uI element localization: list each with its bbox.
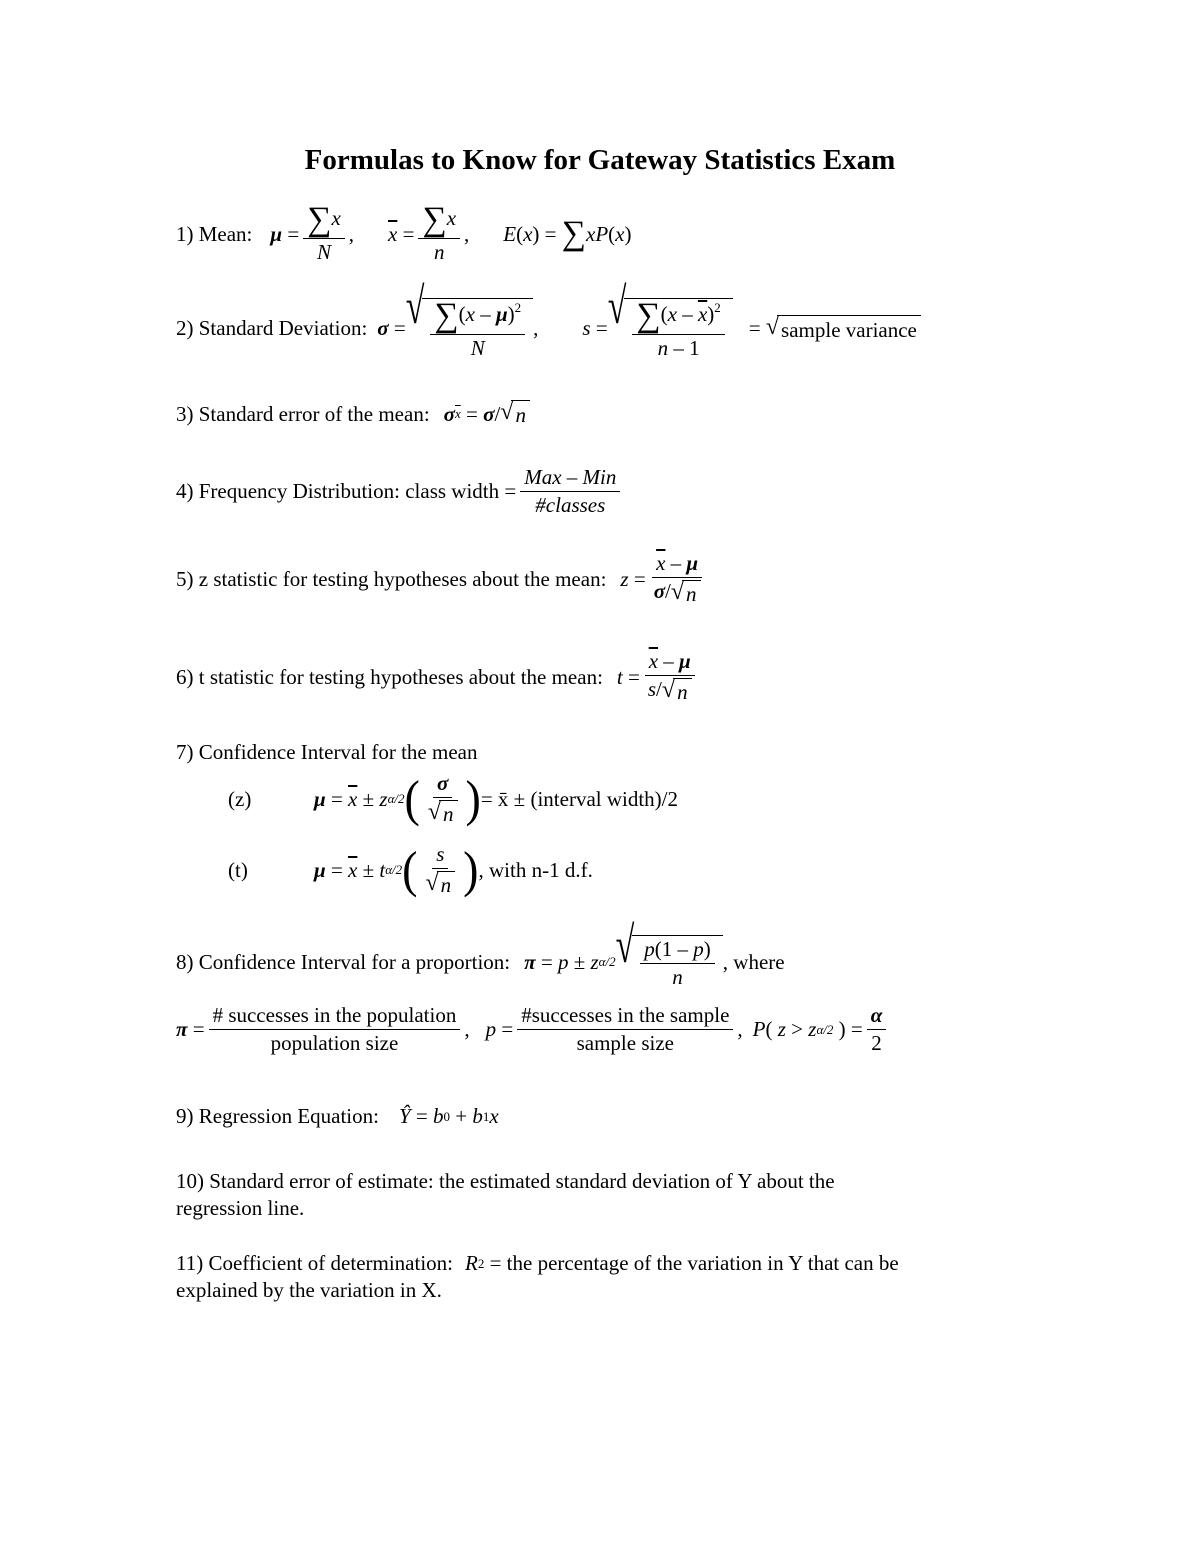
item-coefficient-determination-cont: explained by the variation in X. — [176, 1278, 442, 1302]
item-label: 4) Frequency Distribution: class width = — [176, 479, 517, 504]
formula-ci-proportion: 8) Confidence Interval for a proportion: π = p ± z α/2 √ $\frac{p(1 - p)}{n}$ , where — [176, 918, 785, 990]
formula-standard-deviation: 2) Standard Deviation: σ = √ $\frac{\sum(x - \mu)^2}{N}$ , s = √ $\frac{\sum(x - \overline{x})^2}{n - 1}$ = √ sample variance — [176, 298, 921, 360]
formula-t-statistic: 6) t statistic for testing hypotheses about the mean: t = $\overline{x}$ – μ s/ √ n — [176, 650, 700, 704]
item-coefficient-determination: 11) Coefficient of determination: R 2 = the percentage of the variation in Y that can be — [176, 1251, 899, 1275]
item-label: 1) Mean: — [176, 221, 253, 246]
formula-regression: 9) Regression Equation: Ŷ = b 0 + b 1 x — [176, 1104, 499, 1128]
formula-ci-t: (t) μ = $\overline{x}$ ± t α/2 ( s √ n ) , with n-1 d.f. — [228, 841, 593, 898]
formula-class-width — [176, 466, 624, 517]
item-label: 8) Confidence Interval for a proportion: — [176, 949, 511, 974]
item-label: 9) Regression Equation: — [176, 1104, 379, 1128]
where-text: , where — [722, 949, 785, 974]
item-standard-error-estimate-cont: regression line. — [176, 1196, 305, 1220]
formula-proportion-definitions: π = $\frac{\text{\# successes in the population}}{\text{population size}}$ , p = $\frac{\text{\#successes in the sample}}{\text{sample size}}$ , P ( z > z α/2 ) = $\frac{\alpha}{2}$ — [176, 1004, 890, 1055]
class-width-numerator: Max – Min — [520, 466, 620, 492]
item-label: 3) Standard error of the mean: — [176, 401, 430, 426]
page-title: Formulas to Know for Gateway Statistics Exam — [304, 144, 896, 176]
coefficient-tail: = the percentage of the variation in Y that can be — [489, 1251, 899, 1275]
formula-z-statistic: 5) z statistic for testing hypotheses about the mean: z = $\overline{x}$ – μ σ/ √ n — [176, 552, 709, 606]
formula-mean: 1) Mean: μ = $\frac{\sum x}{N}$ , $\overline{x}$ = $\frac{\sum x}{n}$ , E ( x ) = ∑ xP ( x ) — [176, 201, 632, 264]
ci-z-tag: (z) — [228, 786, 252, 811]
item-label: 11) Coefficient of determination: — [176, 1251, 453, 1275]
p-denominator: sample size — [576, 1031, 674, 1056]
item-standard-error-estimate: 10) Standard error of estimate: the estimated standard deviation of Y about the — [176, 1169, 835, 1193]
ci-mean-heading: 7) Confidence Interval for the mean — [176, 740, 478, 764]
class-width-denominator: #classes — [535, 493, 606, 518]
sample-variance-text: sample variance — [777, 315, 921, 343]
ci-t-tag: (t) — [228, 857, 248, 882]
item-label: 5) z statistic for testing hypotheses about the mean: — [176, 566, 607, 591]
item-label: 6) t statistic for testing hypotheses about the mean: — [176, 664, 603, 689]
pi-numerator: # successes in the population — [209, 1004, 461, 1030]
p-numerator: #successes in the sample — [517, 1004, 733, 1030]
ci-t-tail: , with n-1 d.f. — [478, 857, 593, 882]
formula-ci-z: (z) μ = $\overline{x}$ ± z α/2 ( σ √ n ) = x̄ ± (interval width)/2 — [228, 770, 679, 827]
pi-denominator: population size — [270, 1031, 399, 1056]
item-label: 2) Standard Deviation: — [176, 316, 368, 341]
ci-z-tail: = x̄ ± (interval width)/2 — [480, 786, 679, 811]
formula-standard-error: 3) Standard error of the mean: σ $\overline{x}$ = σ / √ n — [176, 400, 530, 428]
